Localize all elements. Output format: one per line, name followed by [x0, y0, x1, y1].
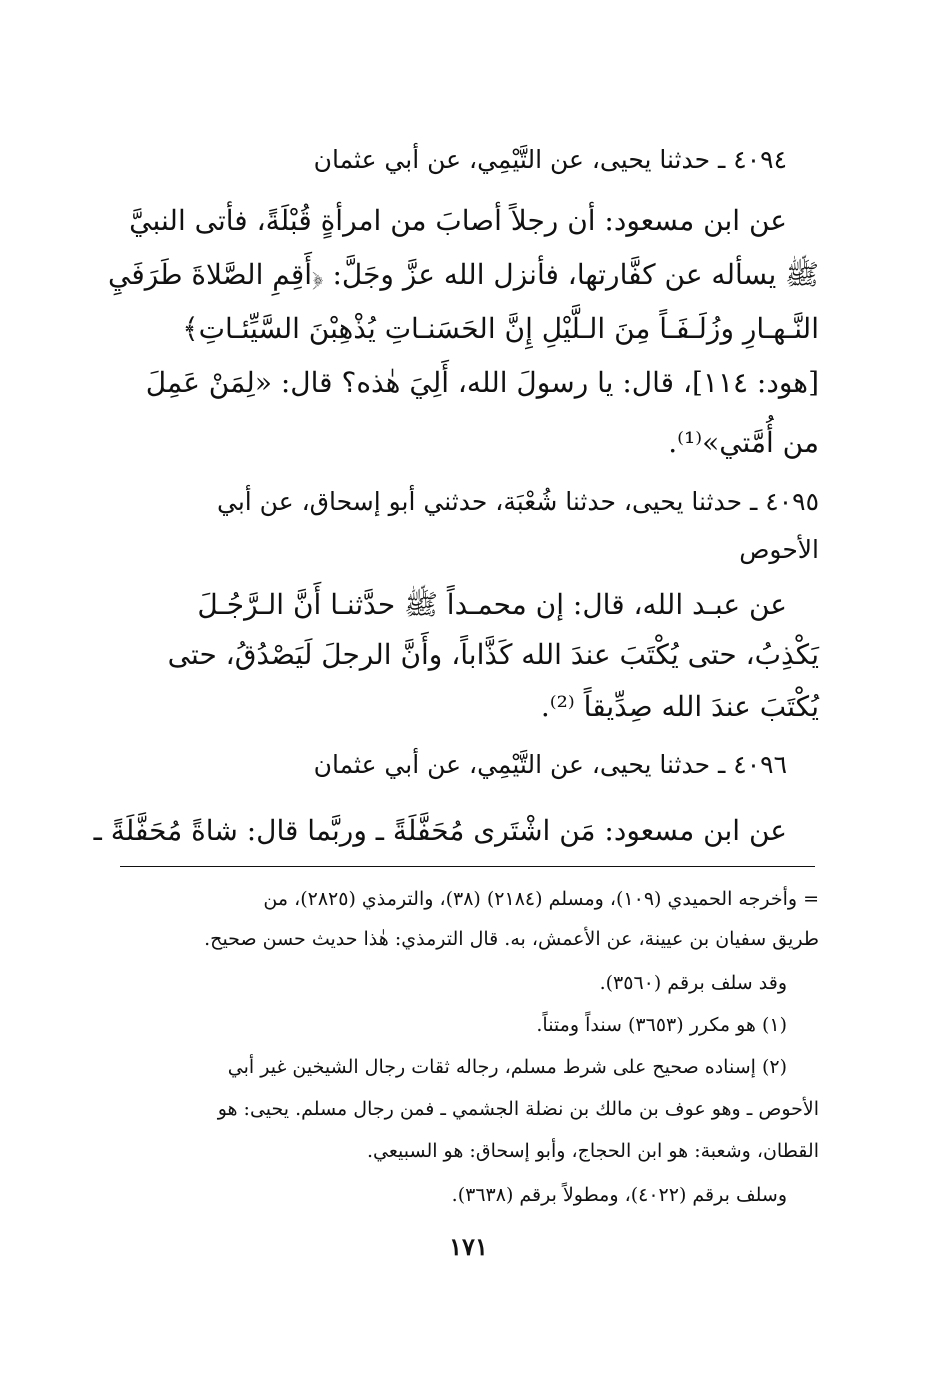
- hadith-4095-heading: ٤٠٩٥ ـ حدثنا يحيى، حدثنا شُعْبَة، حدثني أبو إسحاق، عن أبي: [216, 487, 819, 516]
- footnote-2-line-1: (٢) إسناده صحيح على شرط مسلم، رجاله ثقات رجال الشيخين غير أبي: [227, 1056, 787, 1078]
- footnote-continuation-line-2: طريق سفيان بن عيينة، عن الأعمش، به. قال الترمذي: هٰذا حديث حسن صحيح.: [204, 928, 819, 950]
- hadith-4094-line-3: النَّـهـارِ وزُلَـفَـاً مِنَ الـلَّيْلِ إِنَّ الحَسَنـاتِ يُذْهِبْنَ السَّيِّئـاتِ﴾: [182, 312, 819, 345]
- hadith-4094-heading: ٤٠٩٤ ـ حدثنا يحيى، عن التَّيْمِي، عن أبي عثمان: [313, 145, 787, 174]
- footnote-1: (١) هو مكرر (٣٦٥٣) سنداً ومتناً.: [536, 1014, 787, 1036]
- hadith-4094-line-5: من أُمَّتي»⁽¹⁾.: [668, 426, 819, 459]
- footnote-separator: [120, 866, 815, 867]
- footnote-continuation-line-1: = وأخرجه الحميدي (١٠٩)، ومسلم (٢١٨٤) (٣٨)، والترمذي (٢٨٢٥)، من: [263, 888, 819, 910]
- hadith-4095-heading-cont: الأحوص: [739, 535, 819, 564]
- footnote-2-line-4: وسلف برقم (٤٠٢٢)، ومطولاً برقم (٣٦٣٨).: [451, 1184, 787, 1206]
- footnote-continuation-line-3: وقد سلف برقم (٣٥٦٠).: [599, 972, 787, 994]
- footnote-2-line-2: الأحوص ـ وهو عوف بن مالك بن نضلة الجشمي ـ فمن رجال مسلم. يحيى: هو: [217, 1098, 819, 1120]
- hadith-4096-line-1: عن ابن مسعود: مَن اشْتَرى مُحَفَّلَةً ـ وربَّما قال: شاةً مُحَفَّلَةً ـ: [93, 814, 787, 847]
- hadith-4096-heading: ٤٠٩٦ ـ حدثنا يحيى، عن التَّيْمِي، عن أبي عثمان: [313, 750, 787, 779]
- hadith-4095-line-1: عن عبـد الله، قال: إن محمـداً ﷺ حدَّثنـا أَنَّ الـرَّجُـلَ: [197, 588, 787, 621]
- hadith-4095-line-3: يُكْتَبَ عندَ الله صِدِّيقاً ⁽²⁾.: [540, 690, 819, 723]
- hadith-4095-line-2: يَكْذِبُ، حتى يُكْتَبَ عندَ الله كَذَّاباً، وأَنَّ الرجلَ لَيَصْدُقُ، حتى: [167, 638, 819, 671]
- hadith-4094-line-1: عن ابن مسعود: أن رجلاً أصابَ من امرأةٍ قُبْلَةً، فأتى النبيَّ: [129, 204, 787, 237]
- page-number: ١٧١: [449, 1232, 488, 1261]
- hadith-4094-line-2: ﷺ يسأله عن كفَّارتها، فأنزل الله عزَّ وجَلَّ: ﴿أَقِمِ الصَّلاةَ طَرَفَيِ: [108, 258, 819, 291]
- hadith-4094-line-4: [هود: ١١٤]، قال: يا رسولَ الله، أَلِيَ هٰذه؟ قال: «لِمَنْ عَمِلَ: [145, 366, 819, 399]
- footnote-2-line-3: القطان، وشعبة: هو ابن الحجاج، وأبو إسحاق: هو السبيعي.: [366, 1140, 819, 1162]
